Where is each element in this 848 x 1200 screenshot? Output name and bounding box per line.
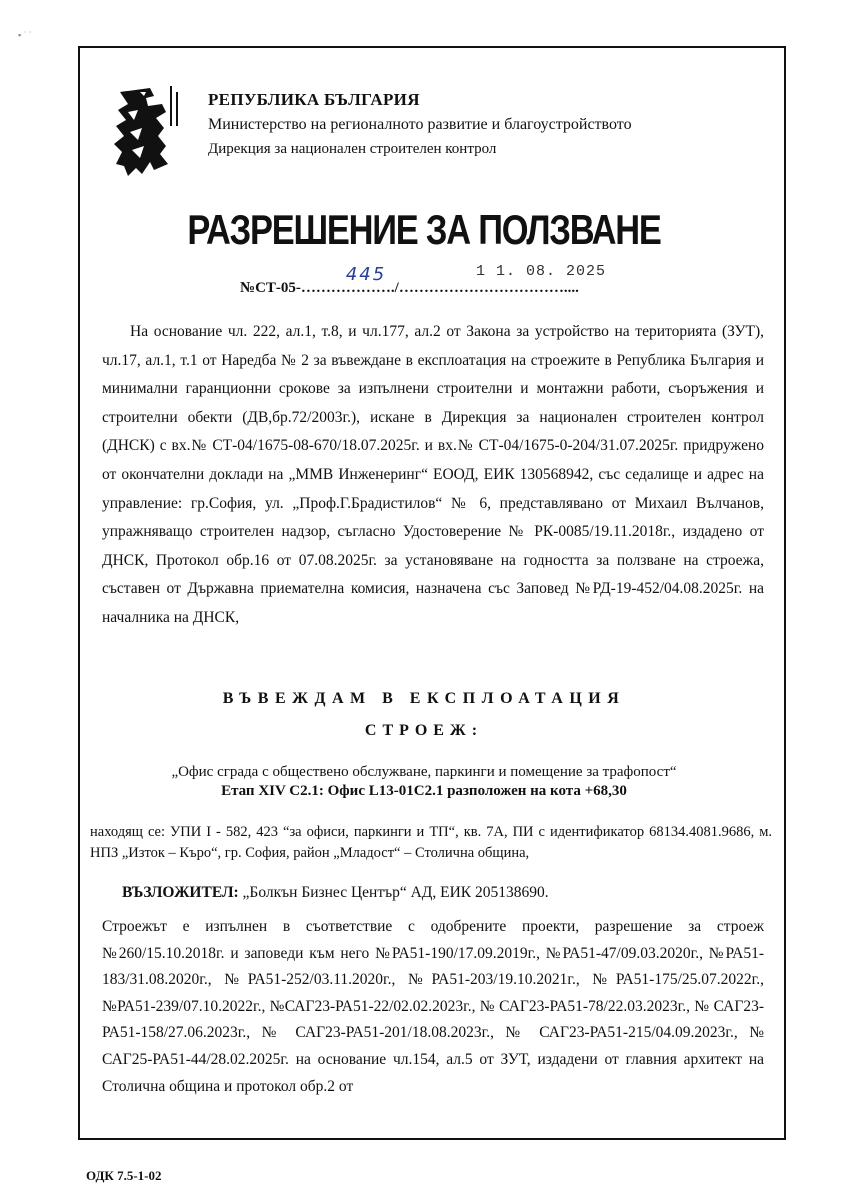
coat-of-arms-icon xyxy=(110,82,188,180)
object-stage: Етап XIV С2.1: Офис L13-01С2.1 разположен на кота +68,30 xyxy=(221,783,627,799)
scan-marks: ▪ ˙ ˙ xyxy=(18,30,32,40)
directorate-name: Дирекция за национален строителен контрол xyxy=(208,141,497,157)
compliance-paragraph: Строежът е изпълнен в съответствие с одобрените проекти, разрешение за строеж №260/15.10.2018г. и заповеди към него №РА51-190/17.09.2019г., №РА51-47/09.03.2020г., №РА51-183/31.08.2020г., №РА51-252/03.11.2020г., №РА51-203/19.10.2021г., №РА51-175/25.07.2022г., №РА51-239/07.10.2022г., №САГ23-РА51-22/02.02.2023г., № САГ23-РА51-78/22.03.2023г., № САГ23-РА51-158/27.06.2023г., № САГ23-РА51-201/18.08.2023г., № САГ23-РА51-215/04.09.2023г., № САГ25-РА51-44/28.02.2025г. на основание чл.154, ал.5 от ЗУТ, издадени от главния архитект на Столична община и протокол обр.2 от xyxy=(102,918,764,1095)
intro-paragraph: На основание чл. 222, ал.1, т.8, и чл.177, ал.2 от Закона за устройство на територията (ЗУТ), чл.17, ал.1, т.1 от Наредба № 2 за въвеждане в експлоатация на строежите в Република България и минимални гаранционни срокове за изпълнени строителни и монтажни работи, съоръжения и строителни обекти (ДВ,бр.72/2003г.), искане в Дирекция за национален строителен контрол (ДНСК) с вх.№ СТ-04/1675-08-670/18.07.2025г. и вх.№ СТ-04/1675-0-204/31.07.2025г. придружено от окончателни доклади на „ММВ Инженеринг“ ЕООД, ЕИК 130568942, със седалище и адрес на управление: гр.София, ул. „Проф.Г.Брадистилов“ № 6, представлявано от Михаил Вълчанов, упражняващо строителен надзор, съгласно Удостоверение № РК-0085/19.11.2018г., издадено от ДНСК, Протокол обр.16 от 07.08.2025г. за установяване на годността за ползване на строежа, съставен от Държавна приемателна комисия, назначена със Заповед №РД-19-452/04.08.2025г. на началника на ДНСК, xyxy=(102,323,764,626)
document-number-line: №СТ-05-………………./…………………………….... xyxy=(240,280,579,296)
handwritten-number: 445 xyxy=(345,264,387,285)
assignor-line xyxy=(122,884,549,902)
country-name: РЕПУБЛИКА БЪЛГАРИЯ xyxy=(208,90,420,109)
document-title: РАЗРЕШЕНИЕ ЗА ПОЛЗВАНЕ xyxy=(187,206,661,253)
location-paragraph: находящ се: УПИ I - 582, 423 “за офиси, паркинги и ТП“, кв. 7А, ПИ с идентификатор 68134.4081.9686, м. НПЗ „Изток – Къро“, гр. София, район „Младост“ – Столична община, xyxy=(90,824,772,861)
stamped-date: 1 1. 08. 2025 xyxy=(476,263,607,280)
object-name: „Офис сграда с обществено обслужване, паркинги и помещение за трафопост“ xyxy=(171,764,677,780)
object-heading: СТРОЕЖ: xyxy=(364,722,484,739)
ministry-name: Министерство на регионалното развитие и благоустройството xyxy=(208,116,632,133)
assignor-value: „Болкън Бизнес Център“ АД, ЕИК 205138690. xyxy=(238,884,549,901)
form-code: ОДК 7.5-1-02 xyxy=(86,1168,162,1183)
assignor-label: ВЪЗЛОЖИТЕЛ: xyxy=(122,884,239,901)
commission-heading: ВЪВЕЖДАМ В ЕКСПЛОАТАЦИЯ xyxy=(222,690,626,707)
